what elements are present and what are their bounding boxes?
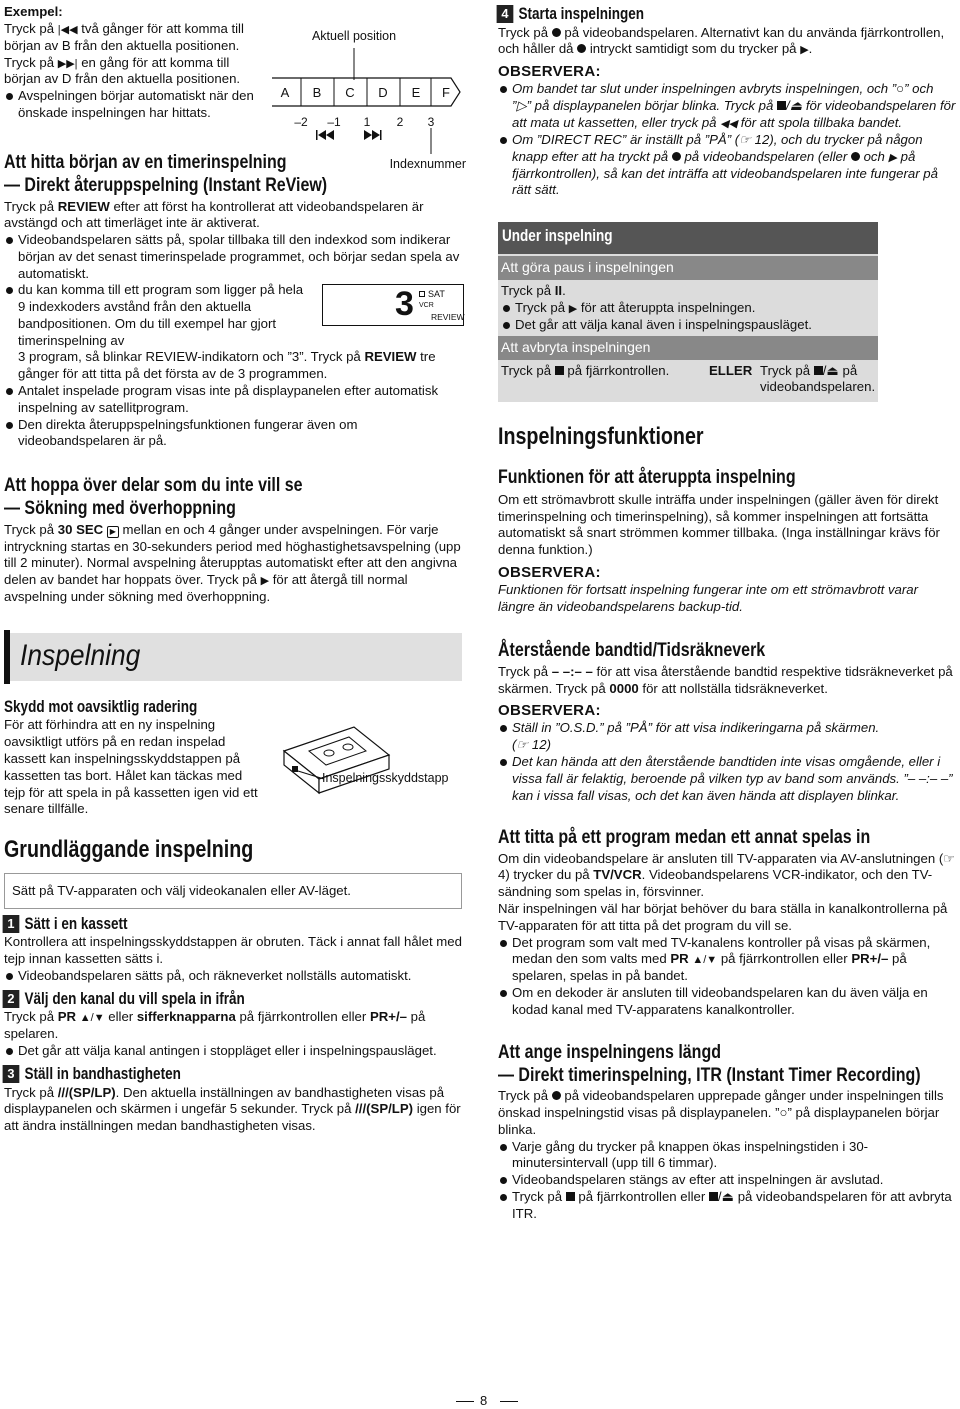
play-icon: ▶ <box>888 151 897 164</box>
index-number-minus1: –1 <box>327 115 341 129</box>
resume-section: Funktionen för att återuppta inspelning Om ett strömavbrott skulle inträffa under inspelningen (gäller även för direkt timerinspelning och timerinspelning), så kommer inspelningen att fortsätta automatiskt så snart strömmen kommer tillbaka. (Inga inställningar krävs för denna funktion.) OBSERVERA: Funktionen för fortsatt inspelning fungerar inte om ett strömavbrott varar längre än videobandspelarens backup-tid. <box>498 466 956 615</box>
rewind-icon: ◀◀ <box>720 117 738 130</box>
box-title: Under inspelning <box>502 227 613 246</box>
protection-section: Skydd mot oavsiktlig radering För att förhindra att en ny inspelning oavsiktligt utförs på en redan inspelad kassett kan inspelningsskyddstappen på kassetten tas bort. Hålet kan täckas med tejp för att spela in på kassetten igen vid ett senare tillfälle. Inspelningsskyddstapp <box>4 697 462 818</box>
speed-icon: /// <box>57 1084 69 1100</box>
note-heading: OBSERVERA: <box>498 563 601 581</box>
record-icon <box>552 1091 561 1100</box>
note-heading: OBSERVERA: <box>498 63 601 81</box>
section-subtitle: — Direkt återuppspelning (Instant ReView) <box>4 174 328 197</box>
step-2-title: 2 Välj den kanal du vill spela in ifrån <box>4 989 380 1010</box>
remaining-time-section: Återstående bandtid/Tidsräkneverk Tryck på – –:– – för att visa återstående bandtid respektive tidsräkneverket på skärmen. Tryck på 0000 för att nollställa tidsräkneverket. OBSERVERA: Ställ in ”O.S.D.” på ”PÅ” för att visa indikeringarna på skärmen. (☞ 12) Det kan hända att den återstående bandtiden inte visas omgående, eller i vissa fall är felaktig, beroende på vilken typ av band som används. ”– –:– –” kan i vissa fall visas, och det kan även hända att displayen blinkar. <box>498 639 956 805</box>
basic-recording-section: Grundläggande inspelning Sätt på TV-apparaten och välj videokanalen eller AV-läget. 1 Sätt i en kassett Kontrollera att inspelningsskyddstappen är obruten. Täck i annat fall hålet med tejp innan kassetten sätts i. Videobandspelaren sätts på, och räkneverket nollställs automatiskt. 2 Välj den kanal du vill spela in ifrån Tryck på PR ▲/▼ eller sifferknapparna på fjärrkontrollen eller PR+/– på spelaren. Det går att välja kanal antingen i stoppläget eller i inspelningspausläget. 3 Ställ in bandhastigheten Tryck på ///(SP/LP). Den aktuella inställningen av bandhastigheten visas på displaypanelen och skärmen i ungefär 5 sekunder. Tryck på ///(SP/LP) igen för att ändra inställningen medan bandhastigheten visas. <box>4 836 462 1134</box>
index-diagram <box>266 22 466 172</box>
circle-icon: ○ <box>896 81 905 97</box>
vcr-indicator: VCR <box>419 302 434 310</box>
reference-icon: ☞ <box>739 131 751 147</box>
chapter-banner <box>6 633 462 681</box>
note-heading: OBSERVERA: <box>498 702 601 720</box>
record-icon <box>672 152 681 161</box>
skip-icon: ▶ <box>107 526 119 538</box>
stop-icon <box>566 1192 575 1201</box>
example-title: Exempel: <box>4 4 63 19</box>
play-icon: ▶ <box>800 44 809 57</box>
itr-section: Att ange inspelningens längd — Direkt timerinspelning, ITR (Instant Timer Recording) Tryck på på videobandspelaren upprepade gånger under inspelningen tills önskad inspelningstid visas på displaypanelen. ”○” på displaypanelen börjar blinka. Varje gång du trycker på knappen ökas inspelningstiden i 30-minutersintervall (upp till 6 timmar). Videobandspelaren stängs av efter att inspelningen är avslutad. Tryck på på fjärrkontrollen eller /⏏ på videobandspelaren för att avbryta ITR. <box>498 1041 956 1223</box>
eject-icon: ⏏ <box>789 98 803 114</box>
during-recording-box: Under inspelning Att göra paus i inspelningen Tryck på II. Tryck på ▶ för att återuppta inspelningen. Det går att välja kanal även i inspelningspausläget. Att avbryta inspelningen Tryck på på fjärrkontrollen. ELLER Tryck på /⏏ på videobandspelaren. <box>498 222 878 402</box>
tape-letter-f: F <box>442 85 450 100</box>
current-position-label: Aktuell position <box>311 29 397 43</box>
skip-forward-icon: ▶▶| <box>57 57 78 70</box>
eject-icon: ⏏ <box>721 1188 735 1204</box>
section-title: Att titta på ett program medan ett annat spelas in <box>498 826 871 849</box>
pause-icon: II <box>554 283 563 299</box>
stop-icon <box>709 1192 718 1201</box>
index-number-1: 1 <box>363 115 371 129</box>
left-column <box>4 4 466 1135</box>
skip-search-section: Att hoppa över delar som du inte vill se — Sökning med överhoppning Tryck på 30 SEC ▶ mellan en och 4 gånger under avspelningen. För varje intryckning startas en 30-sekunders period med höghastighetsavspelning (upp till 2 minuter). Normal avspelning återupptas automatiskt efter att den angivna delen av bandet har hoppats över. Tryck på ▶ för att återgå till normal avspelning under sökning med överhoppning. <box>4 474 461 605</box>
example-block: Exempel: Tryck på |◀◀ två gånger för att komma till början av B från den aktuella positionen. Tryck på ▶▶| en gång för att komma till början av D från den aktuella positionen. Avspelningen börjar automatiskt när den önskade inspelningen har hittats. <box>4 4 254 120</box>
30sec-button-label: 30 SEC <box>57 521 104 537</box>
tape-letter-e: E <box>411 85 421 100</box>
cassette-illustration <box>274 721 464 811</box>
sat-indicator: SAT <box>419 289 445 300</box>
skip-back-icon: |◀◀ <box>57 23 78 36</box>
play-icon: ▶ <box>568 302 578 315</box>
step-1-title: 1 Sätt i en kassett <box>4 914 380 935</box>
record-icon <box>552 28 561 37</box>
tape-letter-c: C <box>345 85 355 100</box>
record-icon <box>577 44 586 53</box>
review-indicator: REVIEW <box>431 312 465 323</box>
display-digit: 3 <box>395 285 414 324</box>
stop-icon <box>555 366 564 375</box>
chapter-heading: Inspelningsfunktioner <box>498 422 704 450</box>
stop-icon <box>814 366 823 375</box>
section-title: Att hoppa över delar som du inte vill se <box>4 474 303 497</box>
section-title: Att ange inspelningens längd <box>498 1040 721 1063</box>
stop-icon <box>777 101 786 110</box>
section-title: Att hitta början av en timerinspelning <box>4 150 287 173</box>
index-number-minus2: –2 <box>294 115 308 129</box>
or-label: ELLER <box>709 362 753 378</box>
circle-icon: ○ <box>779 1105 788 1121</box>
tape-letter-b: B <box>312 85 322 100</box>
up-down-icon: ▲/▼ <box>79 1012 105 1025</box>
watch-while-recording-section: Att titta på ett program medan ett annat spelas in Om din videobandspelare är ansluten till TV-apparaten via AV-anslutningen (☞ 4) trycker du på TV/VCR. Videobandspelarens VCR-indikator, och den TV-sändning som spelas in, försvinner. När inspelningen väl har börjat behöver du bara ställa in kanalkontrollerna på TV-apparaten för att titta på det program du vill se. Det program som valt med TV-kanalens kontroller på visas på skärmen, medan den som valts med PR ▲/▼ på fjärrkontrollen eller PR+/– på spelaren, spelas in på bandet. Om en dekoder är ansluten till videobandspelaren kan du även välja en kodad kanal med TV-apparatens kanalkontroller. <box>498 826 956 1017</box>
step-4-section: 4 Starta inspelningen Tryck på på videobandspelaren. Alternativt kan du använda fjärrkontrollen, och håller då intryckt samtidigt som du trycker på ▶. OBSERVERA: Om bandet tar slut under inspelningen avbryts inspelningen, och ”○” och ”▷” på displaypanelen börjar blinka. Tryck på /⏏ för videobandspelaren för att mata ut kassetten, eller tryck på ◀◀ för att spola tillbaka bandet. Om ”DIRECT REC” är inställt på ”PÅ” (☞ 12), och du trycker på någon knapp efter att ha tryckt på på videobandspelaren (eller och ▶ på fjärrkontrollen), så kan det inträffa att videobandspelaren inte fungerar på rätt sätt. <box>498 5 956 198</box>
section-subtitle: — Direkt timerinspelning, ITR (Instant Timer Recording) <box>498 1063 921 1086</box>
eject-icon: ⏏ <box>826 362 839 378</box>
step-4-title: 4 Starta inspelningen <box>498 4 874 25</box>
prerequisite-box: Sätt på TV-apparaten och välj videokanalen eller AV-läget. <box>4 873 462 909</box>
protection-tab-label: Inspelningsskyddstapp <box>322 770 449 785</box>
reference-icon: ☞ <box>516 737 529 753</box>
section-title: Skydd mot oavsiktlig radering <box>4 697 198 716</box>
index-number-2: 2 <box>396 115 404 129</box>
section-title: Grundläggande inspelning <box>4 836 254 864</box>
instant-review-section: Att hitta början av en timerinspelning — Direkt återuppspelning (Instant ReView) Tryck på REVIEW efter att först ha kontrollerat att videobandspelaren är avstängd och att timerläget inte är aktiverat. Videobandspelaren sätts på, spolar tillbaka till den indexkod som indikerar början av det senast timerinspelade programmet, och börjar sedan spela av automatiskt. 3 SAT VCR REVIEW du kan komma till ett program som ligger på hela 9 indexkoders avstånd från den aktuella bandpositionen. Om du till exempel har gjort timerinspelning av 3 program, så blinkar REVIEW-indikatorn och ”3”. Tryck på REVIEW tre gånger för att titta på det första av de 3 programmen. Antalet inspelade program visas inte på displaypanelen efter automatisk inspelning av satellitprogram. Den direkta återuppspelningsfunktionen fungerar även om videobandspelaren är på. <box>4 150 465 449</box>
section-subtitle: — Sökning med överhoppning <box>4 497 236 520</box>
section-title: Återstående bandtid/Tidsräkneverk <box>498 638 766 661</box>
chapter-title: Inspelning <box>20 638 141 672</box>
up-down-icon: ▲/▼ <box>692 954 718 967</box>
skip-arrows-icon <box>316 130 382 140</box>
index-number-label: Indexnummer <box>389 157 466 171</box>
tape-letter-d: D <box>378 85 388 100</box>
speed-icon: /// <box>355 1101 367 1117</box>
record-icon <box>851 152 860 161</box>
play-outline-icon: ▷ <box>516 98 527 114</box>
pause-heading: Att göra paus i inspelningen <box>501 259 674 276</box>
section-title: Funktionen för att återuppta inspelning <box>498 466 796 489</box>
review-display-panel <box>322 284 464 326</box>
index-number-3: 3 <box>427 115 435 129</box>
step-3-title: 3 Ställ in bandhastigheten <box>4 1064 380 1085</box>
tape-letter-a: A <box>280 85 290 100</box>
right-column <box>498 4 956 1222</box>
review-button-label: REVIEW <box>57 198 110 214</box>
play-icon: ▶ <box>260 575 270 588</box>
reference-icon: ☞ <box>943 850 956 866</box>
stop-heading: Att avbryta inspelningen <box>501 338 651 355</box>
